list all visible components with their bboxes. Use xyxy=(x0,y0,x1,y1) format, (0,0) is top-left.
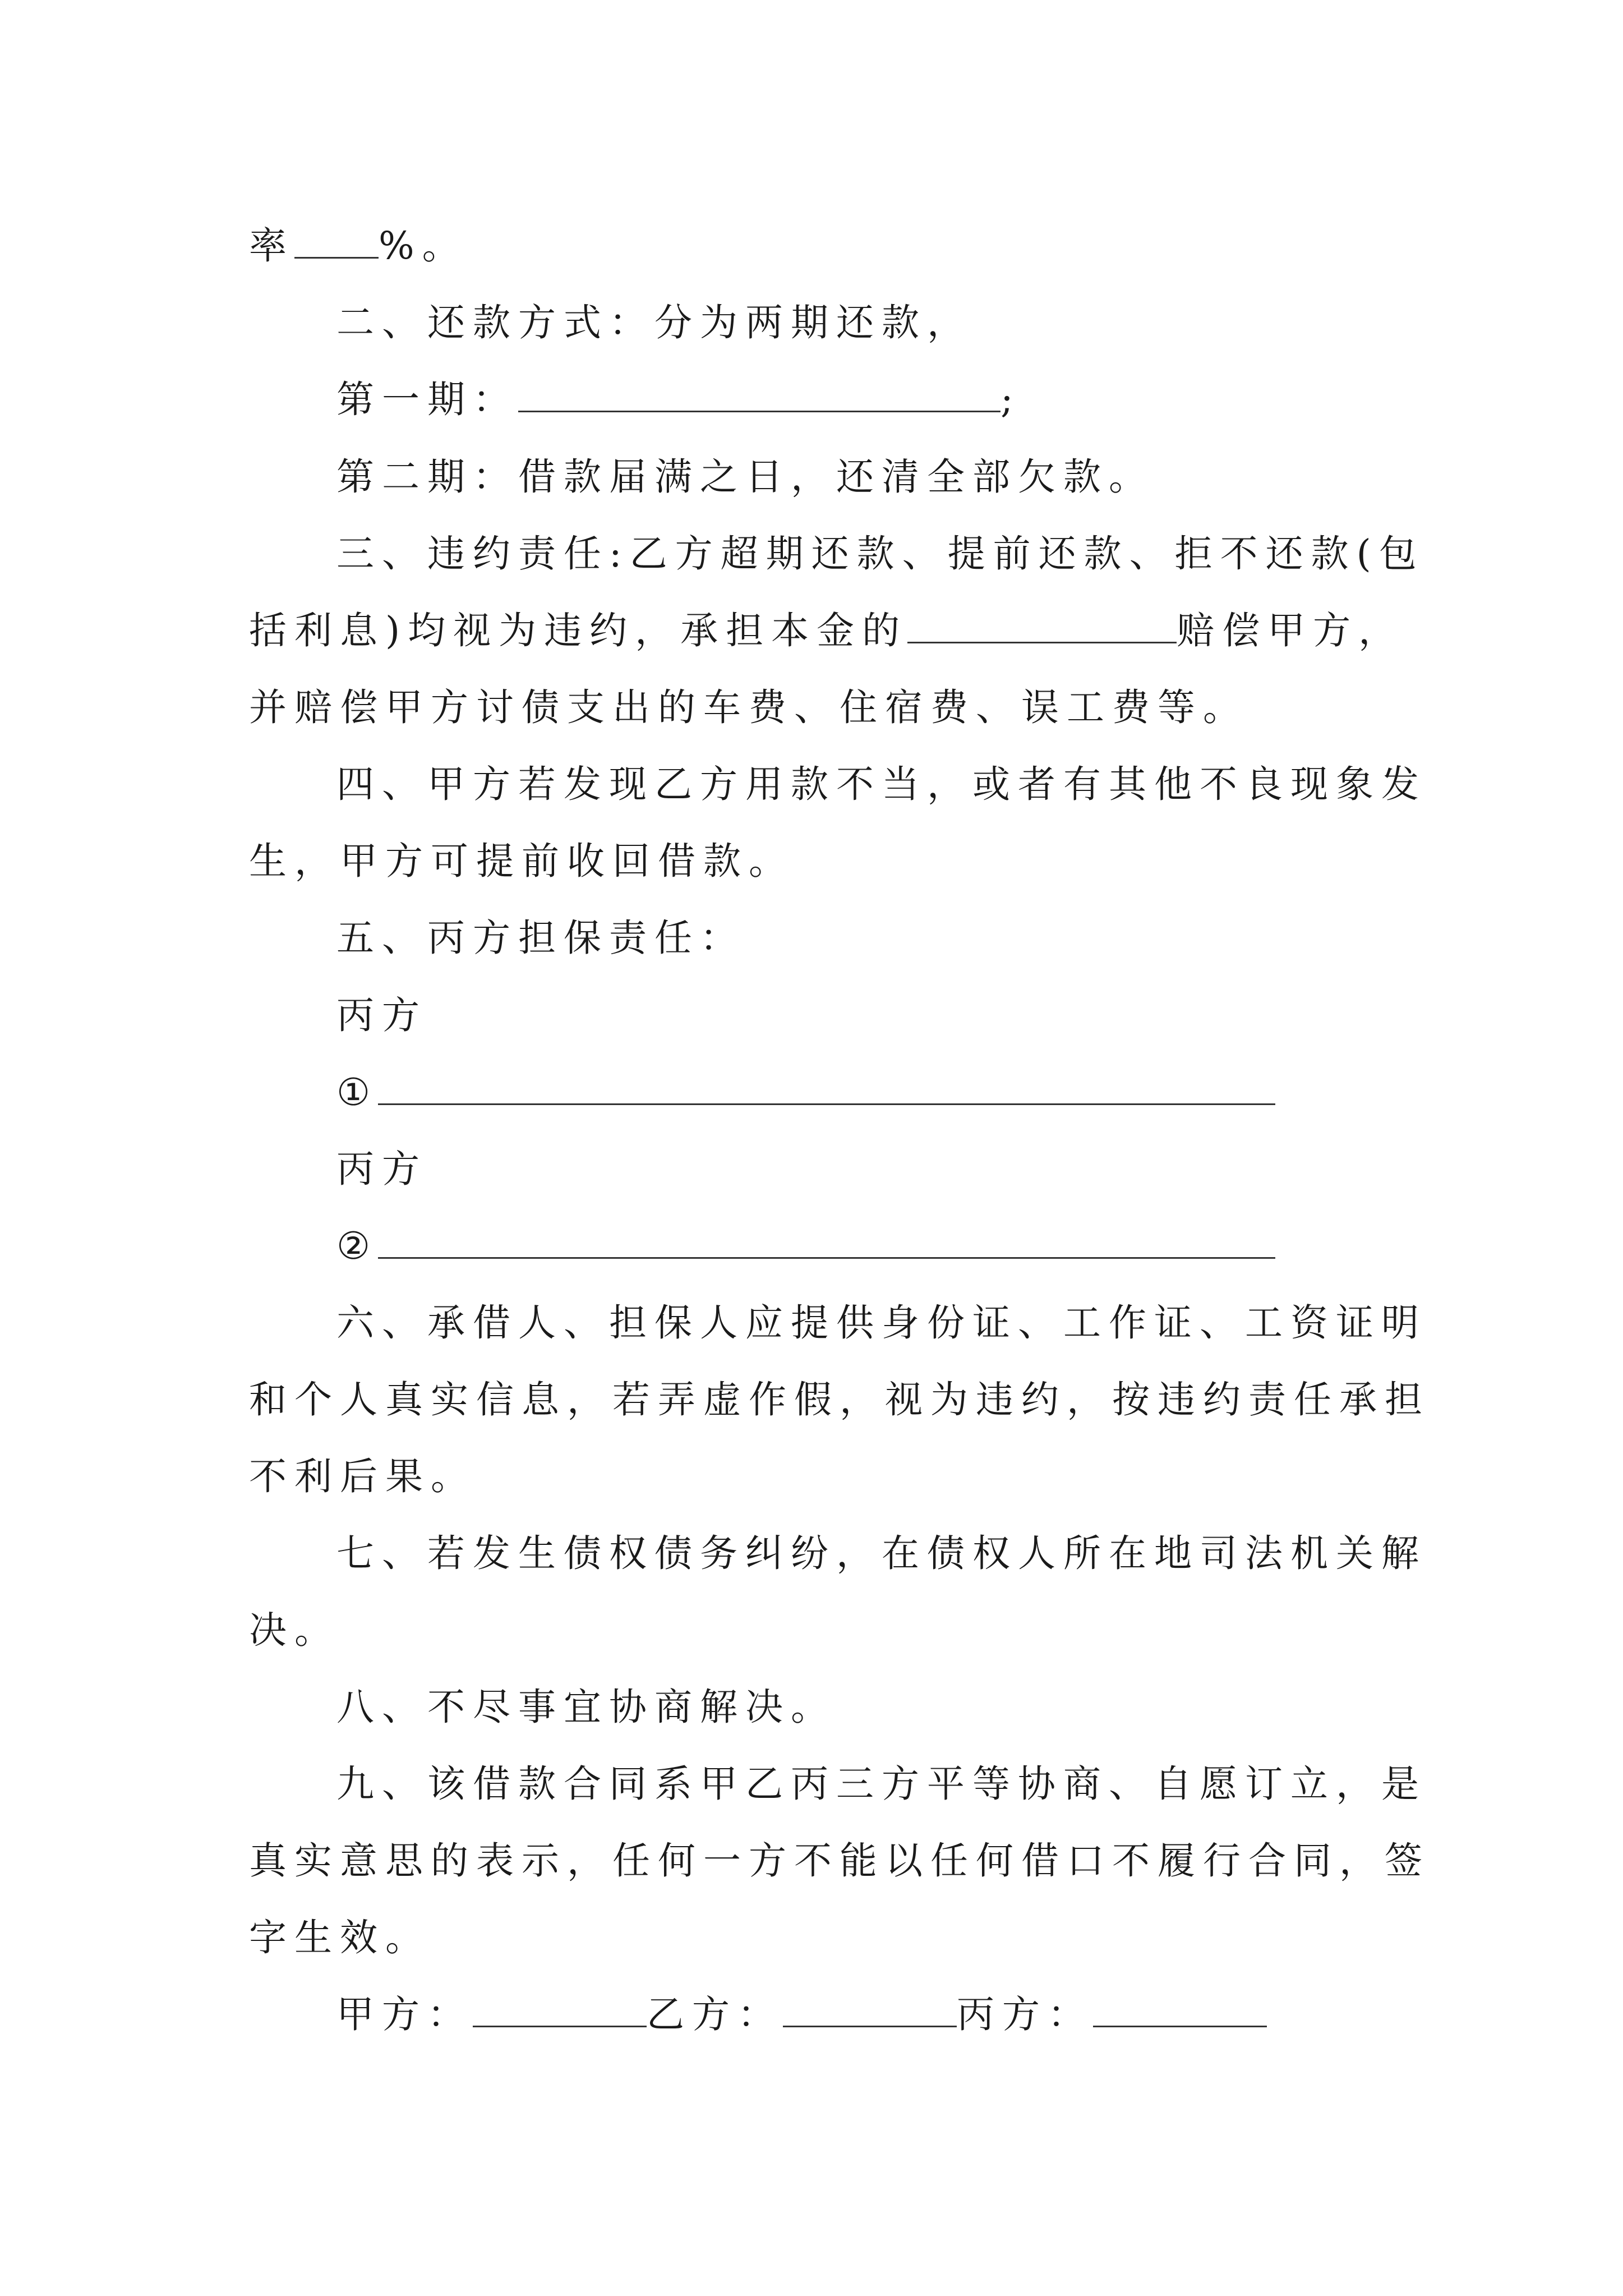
section-6-line-2: 和个人真实信息，若弄虚作假，视为违约，按违约责任承担 xyxy=(249,1378,1430,1421)
section-3-line-3: 并赔偿甲方讨债支出的车费、住宿费、误工费等。 xyxy=(249,685,1248,729)
section-9-line-2: 真实意思的表示，任何一方不能以任何借口不履行合同，签 xyxy=(249,1839,1430,1883)
party-a-label: 甲方： xyxy=(336,1993,473,2036)
section-3-line-2-prefix: 括利息)均视为违约，承担本金的 xyxy=(249,609,908,652)
party-a-signature-blank[interactable] xyxy=(473,1995,647,2027)
guarantor-1-blank[interactable] xyxy=(378,1073,1275,1105)
signature-line xyxy=(336,1992,1267,2037)
party-b-signature-blank[interactable] xyxy=(783,1995,957,2027)
section-2-title: 二、还款方式：分为两期还款， xyxy=(336,301,972,344)
phase-1-label: 第一期： xyxy=(336,378,518,421)
phase-1-suffix: ; xyxy=(1000,378,1021,421)
party-c-signature-blank[interactable] xyxy=(1093,1995,1267,2027)
phase-1-blank[interactable] xyxy=(518,380,1000,412)
section-3-line-2 xyxy=(249,608,1404,653)
penalty-blank[interactable] xyxy=(907,611,1177,643)
guarantor-item-2 xyxy=(336,1223,1275,1268)
section-4-line-1: 四、甲方若发现乙方用款不当，或者有其他不良现象发 xyxy=(336,762,1427,806)
section-6-line-1: 六、承借人、担保人应提供身份证、工作证、工资证明 xyxy=(336,1301,1427,1345)
section-9-line-1: 九、该借款合同系甲乙丙三方平等协商、自愿订立，是 xyxy=(336,1762,1427,1806)
party-b-label: 乙方： xyxy=(647,1993,783,2036)
section-3-line-2-suffix: 赔偿甲方， xyxy=(1177,609,1404,652)
section-7-line-2: 决。 xyxy=(249,1608,340,1652)
rate-blank[interactable] xyxy=(294,227,379,259)
section-5-title: 五、丙方担保责任： xyxy=(336,916,745,960)
guarantor-label-1: 丙方 xyxy=(336,993,427,1037)
guarantor-label-2: 丙方 xyxy=(336,1147,427,1191)
section-4-line-2: 生，甲方可提前收回借款。 xyxy=(249,839,794,883)
rate-suffix: %。 xyxy=(379,224,468,268)
rate-prefix: 率 xyxy=(249,224,294,268)
rate-line xyxy=(249,223,468,268)
item-2-marker: ② xyxy=(336,1224,379,1268)
section-6-line-3: 不利后果。 xyxy=(249,1455,476,1498)
section-7-line-1: 七、若发生债权债务纠纷，在债权人所在地司法机关解 xyxy=(336,1531,1427,1575)
phase-1-line xyxy=(336,377,1021,422)
party-c-label: 丙方： xyxy=(957,1993,1093,2036)
section-9-line-3: 字生效。 xyxy=(249,1916,431,1959)
guarantor-item-1 xyxy=(336,1070,1275,1115)
phase-2-line: 第二期：借款届满之日，还清全部欠款。 xyxy=(336,455,1154,499)
section-3-line-1: 三、违约责任:乙方超期还款、提前还款、拒不还款(包 xyxy=(336,532,1424,576)
section-8: 八、不尽事宜协商解决。 xyxy=(336,1685,836,1729)
guarantor-2-blank[interactable] xyxy=(378,1227,1275,1259)
item-1-marker: ① xyxy=(336,1070,379,1114)
